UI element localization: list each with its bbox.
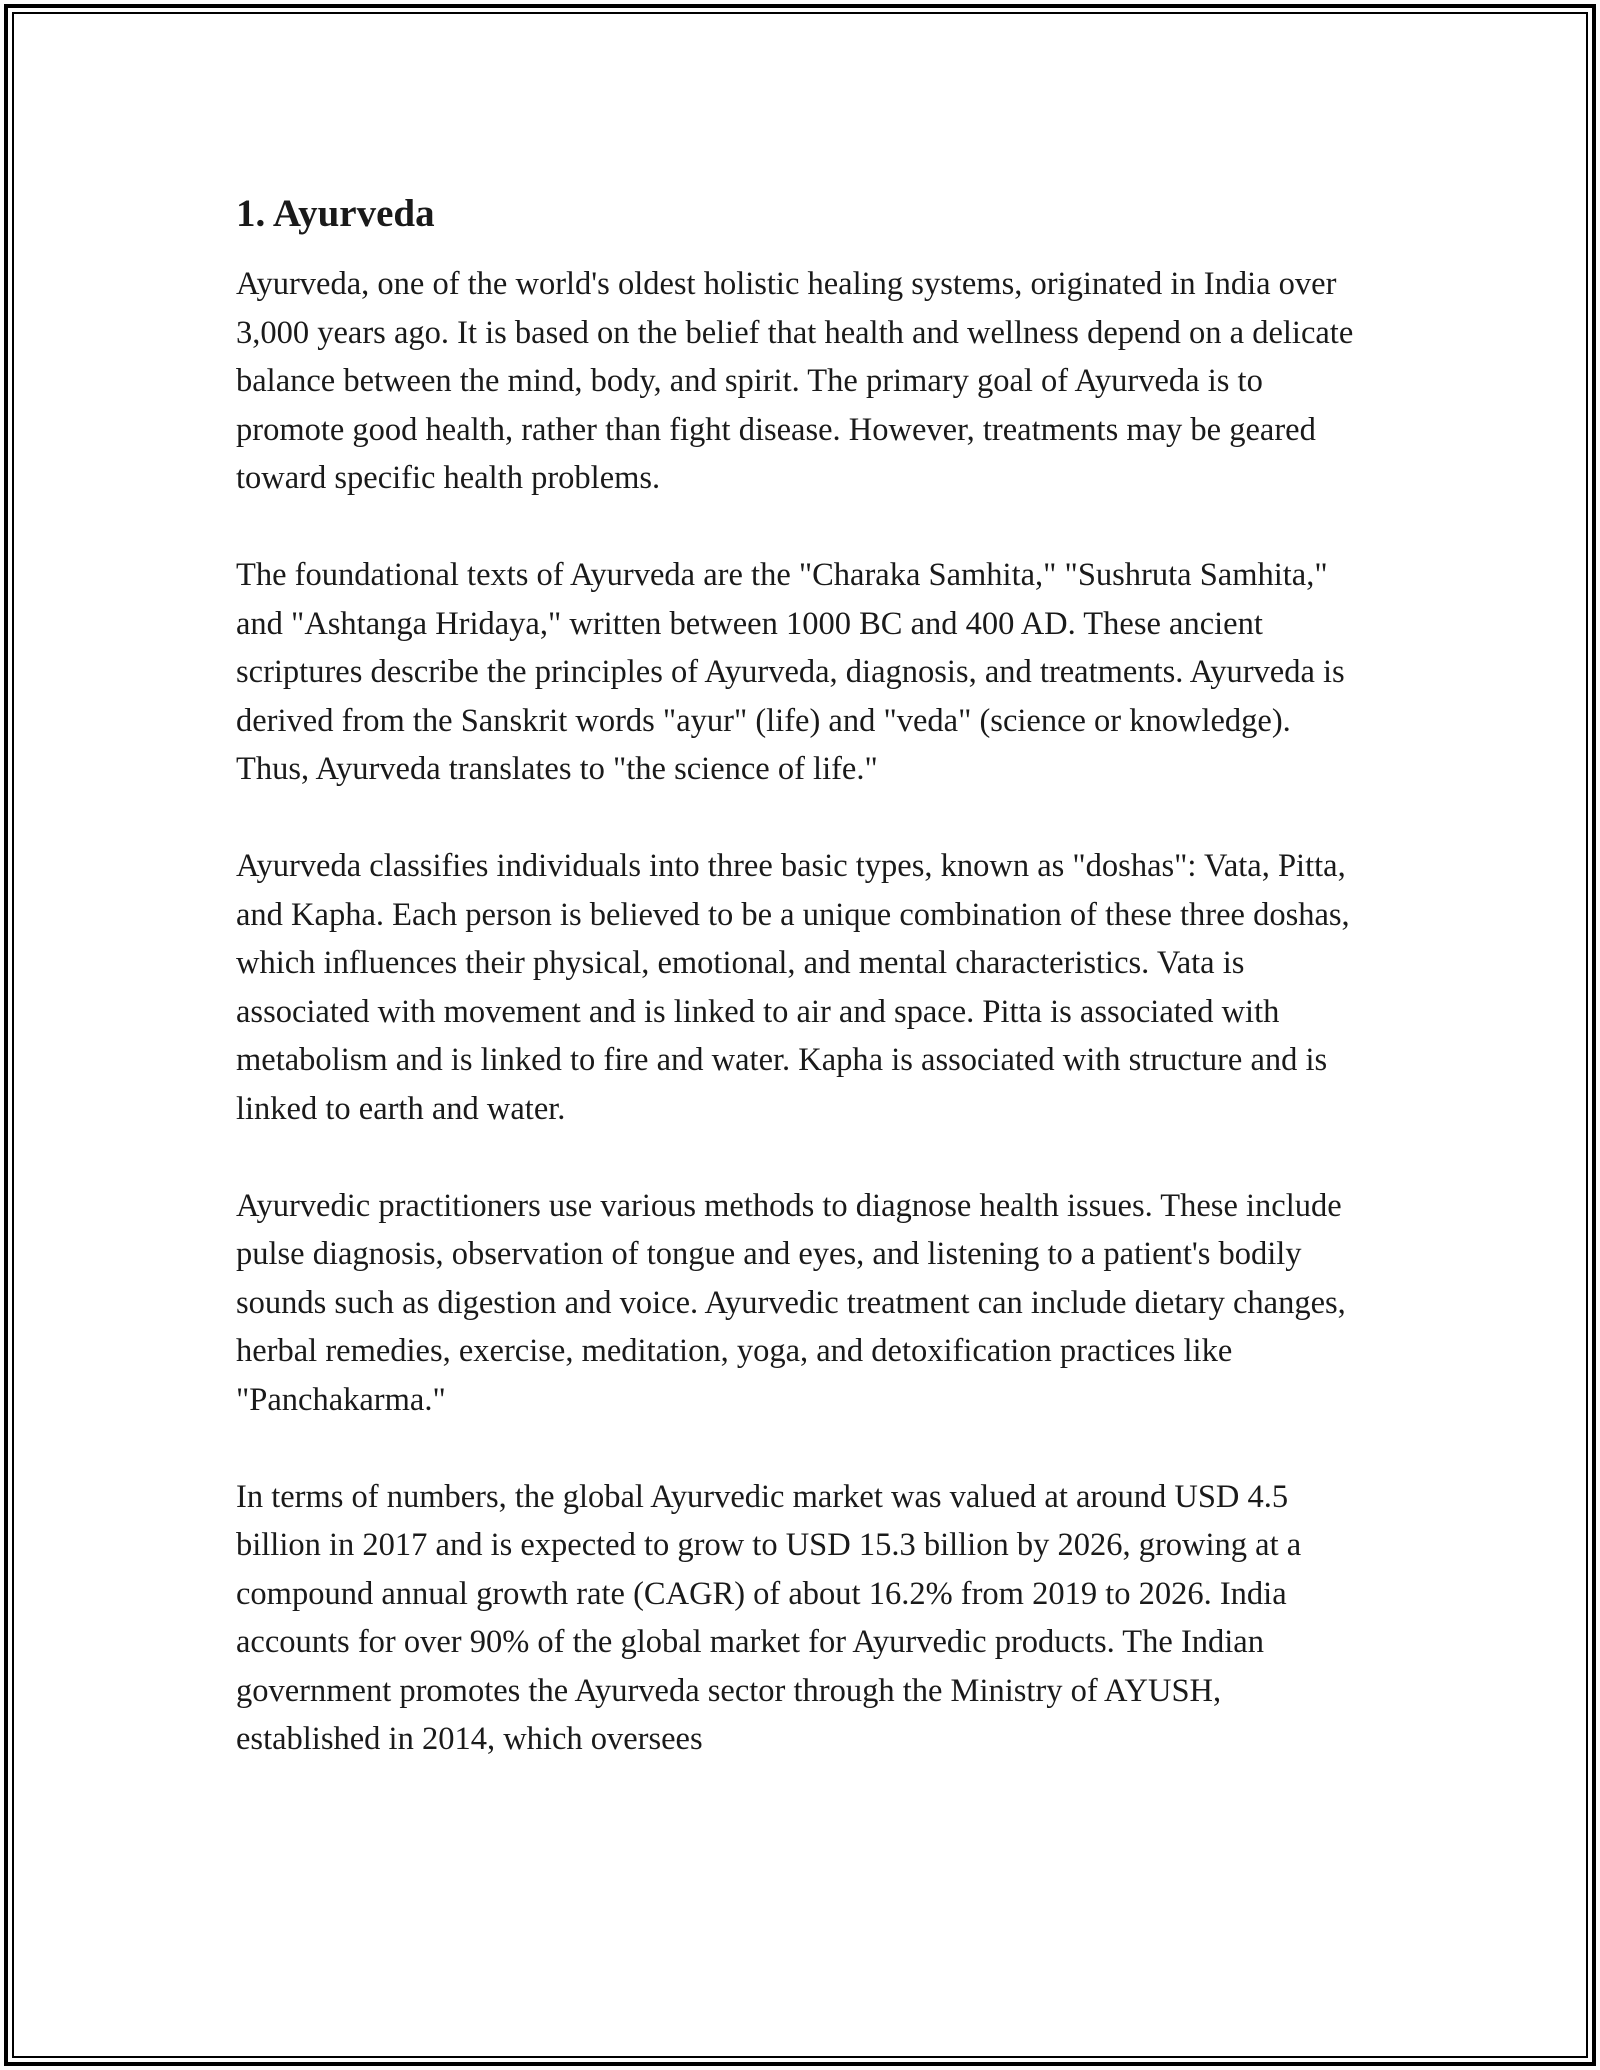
paragraph-foundational-texts: The foundational texts of Ayurveda are the "Charaka Samhita," "Sushruta Samhita," and "Ashtanga Hridaya," written between 1000 BC and 400 AD. These ancient scriptures describe the principles of Ayurveda, diagnosis, and treatments. Ayurveda is derived from the Sanskrit words "ayur" (life) and "veda" (science or knowledge). Thus, Ayurveda translates to "the science of life." (236, 557, 1345, 787)
section-heading: 1. Ayurveda (236, 192, 435, 235)
paragraph-market-numbers: In terms of numbers, the global Ayurvedic market was valued at around USD 4.5 billion in 2017 and is expected to grow to USD 15.3 billion by 2026, growing at a compound annual growth rate (CAGR) of about 16.2% from 2019 to 2026. India accounts for over 90% of the global market for Ayurvedic products. The Indian government promotes the Ayurveda sector through the Ministry of AYUSH, established in 2014, which oversees (236, 1478, 1302, 1757)
paragraph-doshas: Ayurveda classifies individuals into three basic types, known as "doshas": Vata, Pitta, and Kapha. Each person is believed to be a unique combination of these three doshas, which influences their physical, emotional, and mental characteristics. Vata is associated with movement and is linked to air and space. Pitta is associated with metabolism and is linked to fire and water. Kapha is associated with structure and is linked to earth and water. (236, 848, 1350, 1127)
paragraph-diagnosis-treatment: Ayurvedic practitioners use various methods to diagnose health issues. These include pulse diagnosis, observation of tongue and eyes, and listening to a patient's bodily sounds such as digestion and voice. Ayurvedic treatment can include dietary changes, herbal remedies, exercise, meditation, yoga, and detoxification practices like "Panchakarma." (236, 1187, 1346, 1418)
paragraph-overview: Ayurveda, one of the world's oldest holistic healing systems, originated in India over 3,000 years ago. It is based on the belief that health and wellness depend on a delicate balance between the mind, body, and spirit. The primary goal of Ayurveda is to promote good health, rather than fight disease. However, treatments may be geared toward specific health problems. (236, 266, 1354, 496)
document-page (236, 186, 1366, 1764)
